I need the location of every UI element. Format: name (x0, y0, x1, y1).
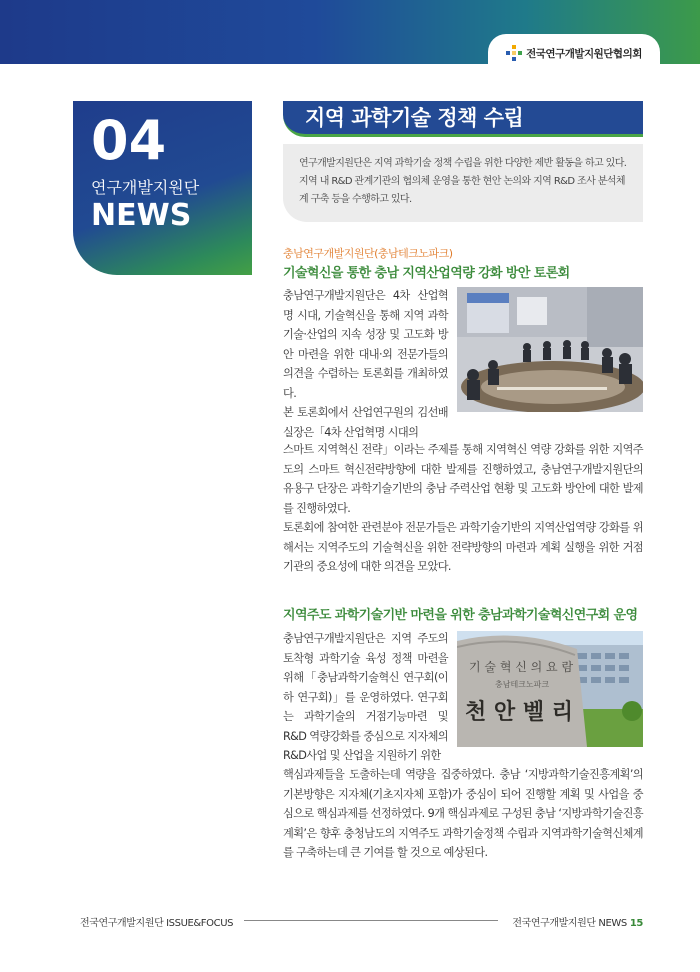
article1-full-text (283, 440, 643, 577)
meeting-photo (457, 287, 643, 412)
stone-sign-photo-icon (457, 631, 643, 747)
org-logo-icon (506, 45, 522, 61)
article2-full-text: 핵심과제들을 도출하는데 역량을 집중하였다. 충남 ‘지방과학기술진흥계획’의 기본방향은 지자체(기초지자체 포함)가 중심이 되어 진행할 계획 및 사업을 중심으로 핵심과제를 선정하였다. 9개 핵심과제로 구성된 충남 ‘지방과학기술진흥계획’은 향후 충청남도의 지역주도 과학기술정책 수립과 지역과학기술혁신체계를 구축하는데 큰 기여를 할 것으로 예상된다. (283, 768, 643, 859)
article1-full-para2: 토론회에 참여한 관련분야 전문가들은 과학기술기반의 지역산업역량 강화를 위해서는 지역주도의 기술혁신을 위한 전략방향의 마련과 계획 실행을 위한 거점기관의 중요성에 대한 의견을 모았다. (283, 521, 643, 573)
section-number: 04 (91, 109, 167, 172)
section-badge (73, 101, 252, 275)
article1-full-para1: 스마트 지역혁신 전략」이라는 주제를 통해 지역혁신 역량 강화를 위한 지역주도의 스마트 혁신전략방향에 대한 발제를 진행하였고, 충남연구개발지원단의 유용구 단장은 과학기술기반의 충남 주력산업 현황 및 고도화 방안에 대한 발제를 진행하였다. (283, 443, 643, 515)
org-logo-text: 전국연구개발지원단협의회 (526, 47, 642, 60)
intro-box: 연구개발지원단은 지역 과학기술 정책 수립을 위한 다양한 제반 활동을 하고 있다. 지역 내 R&D 관계기관의 협의체 운영을 통한 현안 논의와 지역 R&D 조사 분석체계 구축 등을 수행하고 있다. (283, 144, 643, 222)
article1-org: 충남연구개발지원단(충남테크노파크) (283, 247, 453, 260)
section-news: NEWS (91, 198, 192, 233)
article1-wrap-text (283, 286, 448, 442)
section-label: 연구개발지원단 (91, 178, 200, 197)
article1-heading: 기술혁신을 통한 충남 지역산업역량 강화 방안 토론회 (283, 266, 570, 281)
meeting-photo-icon (457, 287, 643, 412)
footer-left: 전국연구개발지원단 ISSUE&FOCUS (80, 918, 234, 929)
stone-line3: 천 안 벨 리 (465, 700, 573, 725)
article2-wrap-text: 충남연구개발지원단은 지역 주도의 토착형 과학기술 육성 정책 마련을 위해「충남과학기술혁신 연구회(이하 연구회)」를 운영하였다. 연구회는 과학기술의 거점기능마련 및 R&D 역량강화를 중심으로 지자체의 R&D사업 및 산업을 지원하기 위한 (283, 632, 448, 762)
article1-wrap-para1: 충남연구개발지원단은 4차 산업혁명 시대, 기술혁신을 통해 지역 과학기술·산업의 지속 성장 및 고도화 방안 마련을 위한 대내·외 전문가들의 의견을 수렴하는 토론회를 개최하였다. (283, 289, 448, 400)
page-title: 지역 과학기술 정책 수립 (283, 101, 643, 137)
org-logo (488, 34, 660, 72)
stone-line2: 충남테크노파크 (495, 680, 550, 689)
page-number: 15 (629, 918, 643, 929)
footer-right (512, 914, 643, 929)
stone-sign-photo (457, 631, 643, 747)
article2-heading: 지역주도 과학기술기반 마련을 위한 충남과학기술혁신연구회 운영 (283, 608, 638, 623)
stone-line1: 기 술 혁 신 의 요 람 (469, 660, 574, 674)
footer-right-text: 전국연구개발지원단 NEWS (512, 918, 627, 929)
footer-divider (244, 920, 498, 921)
article1-wrap-para2: 본 토론회에서 산업연구원의 김선배 실장은「4차 산업혁명 시대의 (283, 406, 448, 439)
